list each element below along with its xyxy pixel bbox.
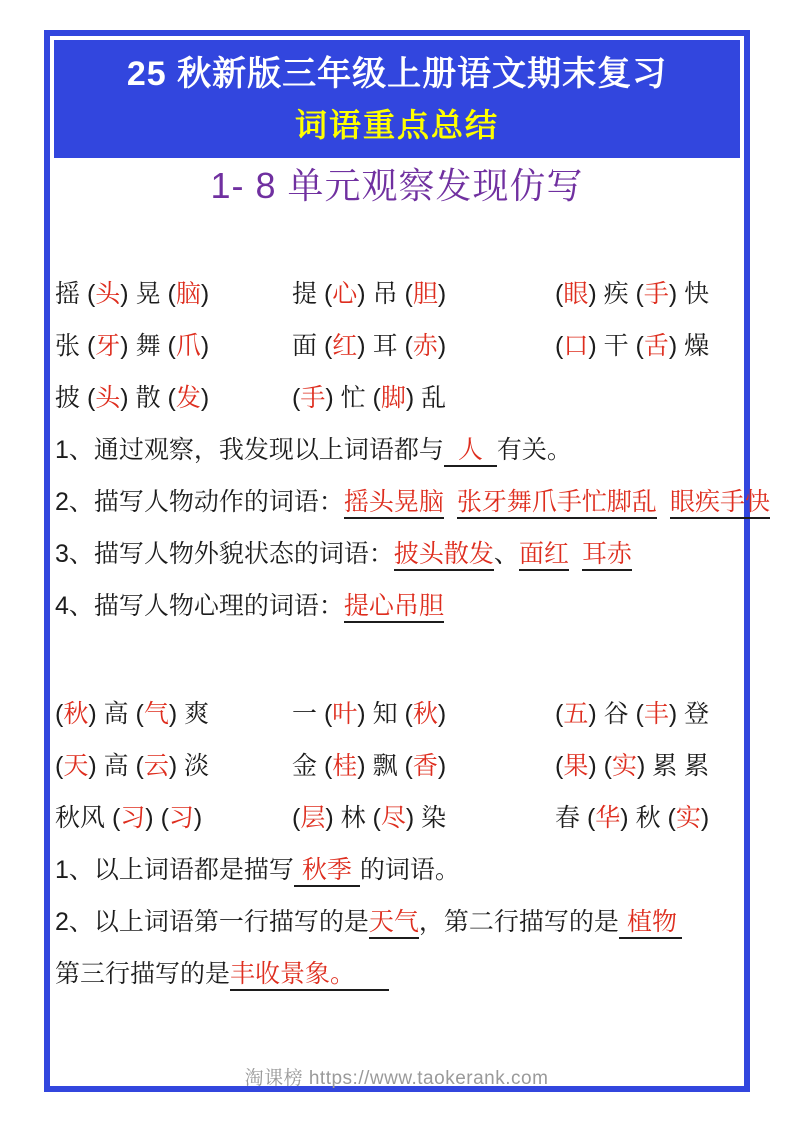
word-group: (层) 林 (尽) 染 — [292, 804, 447, 832]
question-text: 1、通过观察，我发现以上词语都与 — [55, 436, 444, 464]
answer-word: 耳赤 — [582, 540, 632, 571]
section-title: 1- 8 单元观察发现仿写 — [210, 165, 584, 206]
question-line-2 — [55, 476, 770, 528]
word-group: (秋) 高 (气) 爽 — [55, 700, 210, 728]
word-group: 提 (心) 吊 (胆) — [292, 280, 447, 308]
page-title: 25 秋新版三年级上册语文期末复习 — [126, 55, 668, 93]
word-row — [55, 372, 744, 424]
answer-blank: 植物 — [619, 908, 682, 939]
answer-word: 披头散发 — [394, 540, 494, 571]
word-group: 面 (红) 耳 (赤) — [292, 332, 447, 360]
answer-word: 眼疾手快 — [670, 488, 770, 519]
word-group: (口) 干 (舌) 燥 — [555, 332, 710, 360]
question-line-6 — [55, 896, 744, 948]
watermark-footer: 淘课榜 https://www.taokerank.com — [244, 1068, 549, 1089]
page-border-frame — [44, 30, 770, 1092]
question-text: 4、描写人物心理的词语： — [55, 592, 344, 620]
word-group: (手) 忙 (脚) 乱 — [292, 384, 447, 412]
word-group: (果) (实) 累 累 — [555, 752, 710, 780]
question-text: 第三行描写的是 — [55, 960, 231, 988]
word-row — [55, 688, 744, 740]
word-group: (天) 高 (云) 淡 — [55, 752, 210, 780]
question-text: 1、以上词语都是描写 — [55, 856, 294, 884]
word-row — [55, 268, 744, 320]
separator: 、 — [493, 540, 519, 568]
question-line-1 — [55, 424, 744, 476]
question-line-7 — [55, 948, 744, 1000]
word-group: 摇 (头) 晃 (脑) — [55, 280, 210, 308]
word-group: 张 (牙) 舞 (爪) — [55, 332, 210, 360]
word-group: (眼) 疾 (手) 快 — [555, 280, 710, 308]
word-row — [55, 792, 744, 844]
document-body — [50, 268, 770, 1000]
header-banner — [54, 40, 740, 158]
word-group: 金 (桂) 飘 (香) — [292, 752, 447, 780]
answer-word: 张牙舞爪手忙脚乱 — [457, 488, 657, 519]
word-group: 披 (头) 散 (发) — [55, 384, 210, 412]
answer-word: 摇头晃脑 — [344, 488, 444, 519]
word-group: (五) 谷 (丰) 登 — [555, 700, 710, 728]
question-line-5 — [55, 844, 744, 896]
word-group: 一 (叶) 知 (秋) — [292, 700, 447, 728]
word-group: 秋风 (习) (习) — [55, 804, 203, 832]
word-group: 春 (华) 秋 (实) — [555, 804, 710, 832]
question-text: 的词语。 — [359, 856, 460, 884]
question-text: 有关。 — [496, 436, 572, 464]
question-line-4 — [55, 580, 744, 632]
answer-blank: 人 — [444, 436, 497, 467]
page-subtitle: 词语重点总结 — [294, 107, 499, 143]
question-text: 2、以上词语第一行描写的是 — [55, 908, 369, 936]
answer-word: 天气 — [369, 908, 419, 939]
question-text: 2、描写人物动作的词语： — [55, 488, 344, 516]
answer-blank: 秋季 — [294, 856, 360, 887]
word-row — [55, 320, 744, 372]
answer-word: 提心吊胆 — [344, 592, 444, 623]
question-text: 3、描写人物外貌状态的词语： — [55, 540, 394, 568]
answer-word: 面红 — [519, 540, 569, 571]
word-group — [555, 372, 744, 424]
word-row — [55, 740, 744, 792]
question-line-3 — [55, 528, 744, 580]
answer-word: 丰收景象。 — [230, 960, 389, 991]
question-text: ，第二行描写的是 — [418, 908, 619, 936]
